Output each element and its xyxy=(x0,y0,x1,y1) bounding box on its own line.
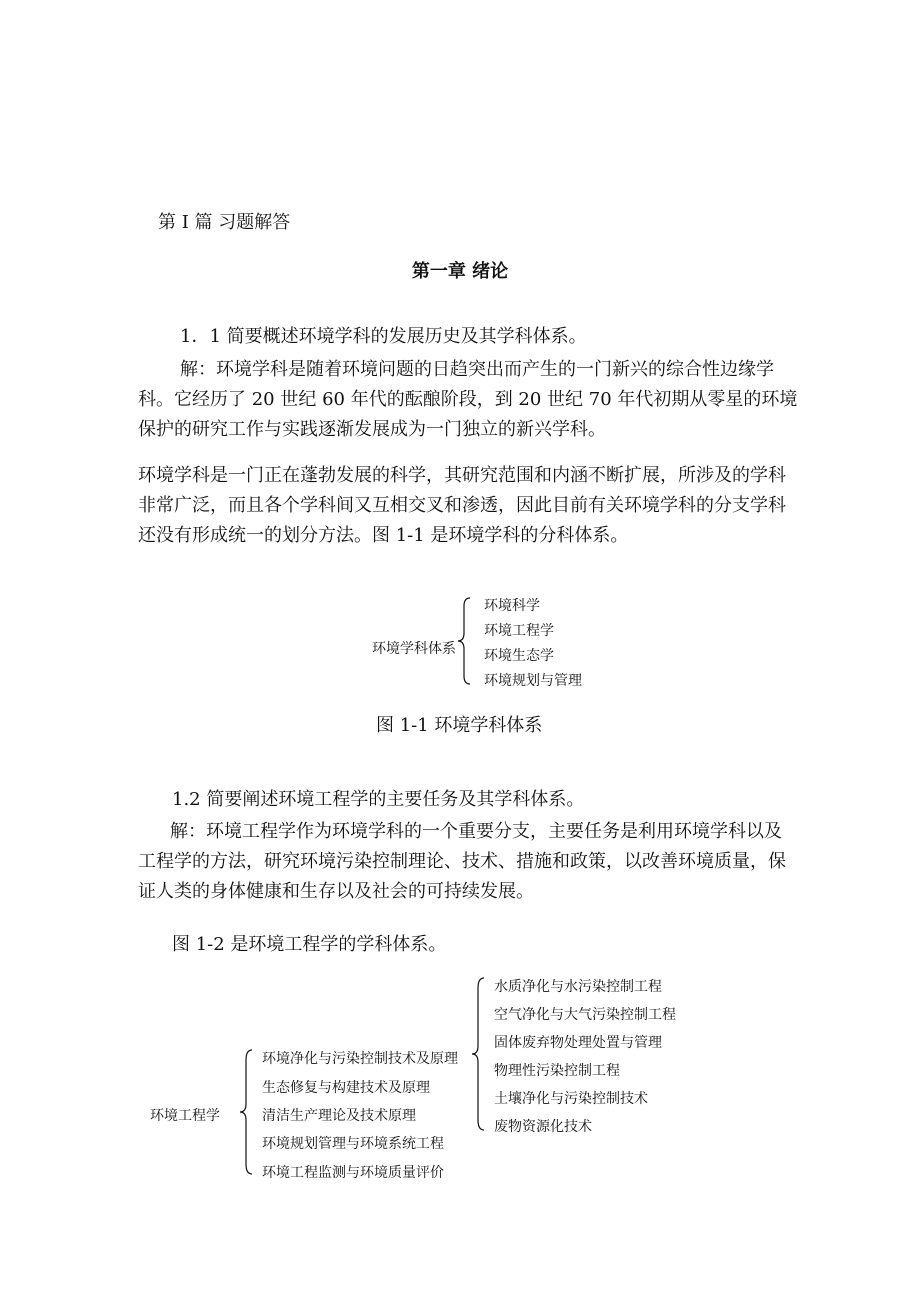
figure-1-2-branch: 清洁生产理论及技术原理 xyxy=(262,1108,416,1124)
figure-1-1-branch: 环境工程学 xyxy=(484,623,554,639)
figure-1-1-root: 环境学科体系 xyxy=(372,641,456,657)
figure-1-1-brace xyxy=(456,596,476,686)
figure-1-2-root: 环境工程学 xyxy=(150,1108,220,1124)
figure-1-2-sub-branch: 水质净化与水污染控制工程 xyxy=(494,979,662,995)
part-title: 第 I 篇 习题解答 xyxy=(158,212,291,233)
answer-1-2-paragraph-2: 图 1-2 是环境工程学的学科体系。 xyxy=(172,934,447,955)
figure-1-1-branch: 环境科学 xyxy=(484,598,540,614)
figure-1-2-sub-branch: 废物资源化技术 xyxy=(494,1119,592,1135)
figure-1-1-branch: 环境规划与管理 xyxy=(484,673,582,689)
figure-1-1-caption: 图 1-1 环境学科体系 xyxy=(376,715,543,736)
figure-1-2-sub-branch: 土壤净化与污染控制技术 xyxy=(494,1091,648,1107)
figure-1-2-branch: 生态修复与构建技术及原理 xyxy=(262,1080,430,1096)
figure-1-2-sub-branch: 物理性污染控制工程 xyxy=(494,1063,620,1079)
figure-1-2-main-brace xyxy=(238,1048,258,1176)
figure-1-2-sub-branch: 固体废弃物处理处置与管理 xyxy=(494,1035,662,1051)
figure-1-2-branch: 环境净化与污染控制技术及原理 xyxy=(262,1051,458,1067)
question-1-1: 1．1 简要概述环境学科的发展历史及其学科体系。 xyxy=(180,326,587,347)
chapter-title: 第一章 绪论 xyxy=(411,261,509,282)
answer-1-1-paragraph-2: 环境学科是一门正在蓬勃发展的科学，其研究范围和内涵不断扩展，所涉及的学科非常广泛，而且各个学科间又互相交叉和渗透，因此目前有关环境学科的分支学科还没有形成统一的划分方法。图 1-1 是环境学科的分科体系。 xyxy=(138,465,786,546)
figure-1-2-branch: 环境工程监测与环境质量评价 xyxy=(262,1165,444,1181)
answer-1-2-paragraph-1: 解：环境工程学作为环境学科的一个重要分支，主要任务是利用环境学科以及工程学的方法，研究环境污染控制理论、技术、措施和政策，以改善环境质量，保证人类的身体健康和生存以及社会的可持续发展。 xyxy=(138,821,786,902)
answer-1-1-paragraph-1: 解：环境学科是随着环境问题的日趋突出而产生的一门新兴的综合性边缘学科。它经历了 20 世纪 60 年代的酝酿阶段，到 20 世纪 70 年代初期从零星的环境保护的研究工作与实践逐渐发展成为一门独立的新兴学科。 xyxy=(138,359,798,440)
figure-1-2-sub-brace xyxy=(470,976,490,1132)
figure-1-2-sub-branch: 空气净化与大气污染控制工程 xyxy=(494,1007,676,1023)
figure-1-2-branch: 环境规划管理与环境系统工程 xyxy=(262,1136,444,1152)
question-1-2: 1.2 简要阐述环境工程学的主要任务及其学科体系。 xyxy=(172,789,585,810)
figure-1-1-branch: 环境生态学 xyxy=(484,648,554,664)
